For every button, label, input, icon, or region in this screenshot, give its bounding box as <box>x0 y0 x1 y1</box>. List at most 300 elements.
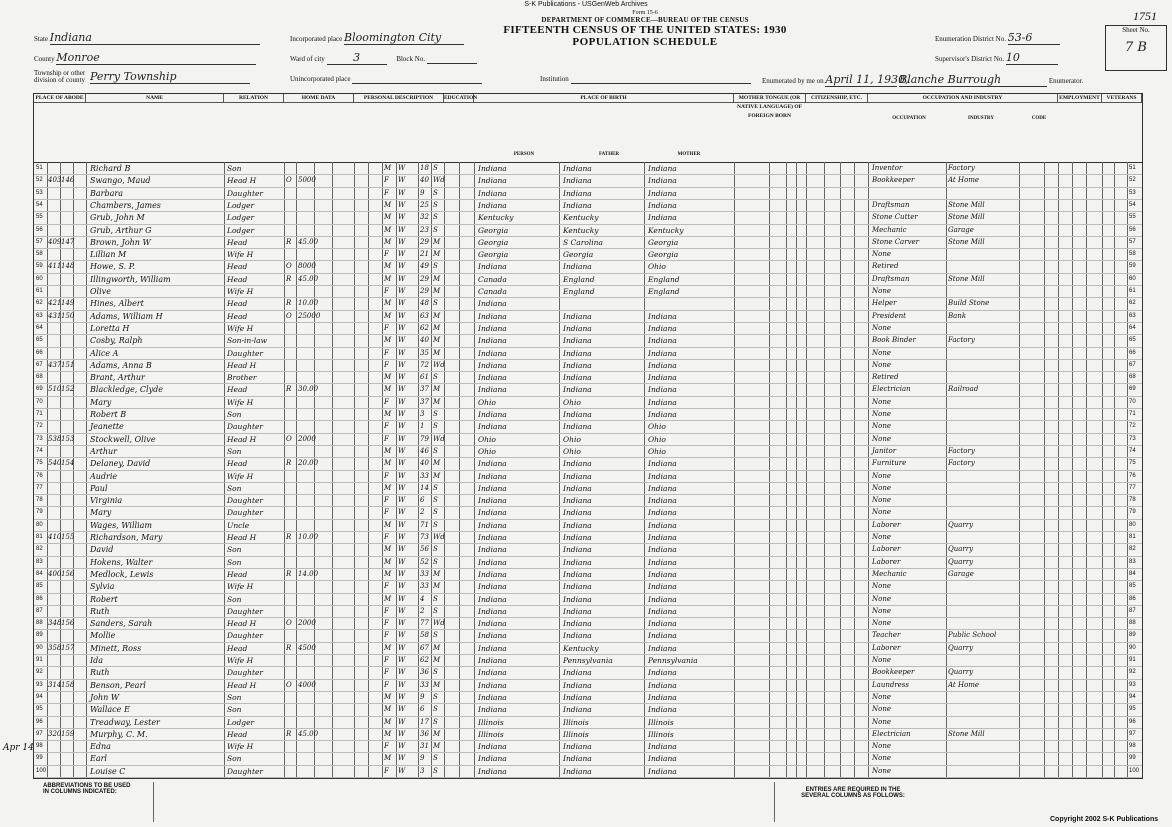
relation: Head H <box>227 619 257 629</box>
race: W <box>398 680 406 689</box>
home-tenure: R <box>286 729 292 738</box>
race: W <box>398 434 406 443</box>
line-number-right: 91 <box>1129 657 1136 663</box>
birthplace-mother: Indiana <box>648 631 677 641</box>
relation: Head <box>227 299 248 309</box>
sex: F <box>384 619 389 628</box>
home-value: 2000 <box>298 619 316 628</box>
line-number: 75 <box>36 460 43 467</box>
person-name: Mary <box>90 397 112 407</box>
relation: Head <box>227 569 248 579</box>
sex: F <box>384 188 389 197</box>
ward-field <box>290 51 477 65</box>
industry: Garage <box>948 225 974 234</box>
line-number: 98 <box>36 743 43 750</box>
relation: Wife H <box>227 582 254 592</box>
person-name: Ruth <box>90 668 110 678</box>
race: W <box>398 397 406 406</box>
home-value: 45.00 <box>298 274 319 283</box>
birthplace-father: Indiana <box>563 188 592 198</box>
line-number-right: 62 <box>1129 300 1136 307</box>
line-number: 67 <box>36 361 43 368</box>
birthplace-father: Indiana <box>563 496 592 506</box>
line-number-right: 86 <box>1129 595 1136 602</box>
enumerated-field <box>762 73 1083 87</box>
relation: Son <box>227 754 242 764</box>
race: W <box>398 176 406 185</box>
line-number-right: 75 <box>1129 460 1136 467</box>
marital-status: S <box>433 606 438 615</box>
marital-status: M <box>433 569 441 578</box>
race: W <box>398 631 406 640</box>
sex: M <box>384 520 392 529</box>
birthplace-mother: Indiana <box>648 200 677 210</box>
birthplace-father: Indiana <box>563 692 592 702</box>
birthplace-person: Ohio <box>478 434 496 444</box>
line-number: 65 <box>36 337 43 344</box>
home-value: 5000 <box>298 176 316 185</box>
age: 4 <box>420 594 425 603</box>
birthplace-person: Indiana <box>478 336 507 346</box>
age: 18 <box>420 164 429 172</box>
sex: M <box>384 754 392 763</box>
relation: Son <box>227 557 242 567</box>
sex: M <box>384 237 392 246</box>
person-name: Murphy, C. M. <box>90 729 148 739</box>
person-name: Lillian M <box>90 250 127 260</box>
marital-status: S <box>433 373 438 382</box>
line-number: 56 <box>36 226 43 233</box>
marital-status: S <box>433 520 438 529</box>
person-name: Sylvia <box>90 582 115 592</box>
line-number: 60 <box>36 275 43 282</box>
relation: Son <box>227 545 242 555</box>
dwelling-number: 540 <box>48 459 62 468</box>
home-value: 25000 <box>298 311 321 320</box>
occupation: None <box>872 471 891 480</box>
relation: Head <box>227 311 248 321</box>
sex: M <box>384 729 392 738</box>
birthplace-mother: Illinois <box>648 729 674 739</box>
birthplace-person: Georgia <box>478 237 509 247</box>
person-name: Minett, Ross <box>90 643 142 653</box>
race: W <box>398 508 406 517</box>
birthplace-person: Indiana <box>478 262 507 272</box>
occupation: None <box>872 705 891 714</box>
sex: M <box>384 557 392 566</box>
birthplace-mother: Indiana <box>648 496 677 506</box>
birthplace-mother: Indiana <box>648 557 677 567</box>
race: W <box>398 250 406 259</box>
line-number: 63 <box>36 312 43 319</box>
line-number-right: 99 <box>1129 755 1136 762</box>
birthplace-mother: Indiana <box>648 705 677 715</box>
marital-status: S <box>433 594 438 603</box>
relation: Brother <box>227 373 257 383</box>
occupation: Inventor <box>872 164 903 172</box>
occupation: None <box>872 508 891 517</box>
dwelling-number: 358 <box>48 643 62 652</box>
occupation: None <box>872 483 891 492</box>
entries-heading: ENTRIES ARE REQUIRED IN THE SEVERAL COLUMNS AS FOLLOWS: <box>801 787 905 799</box>
home-tenure: R <box>286 274 292 283</box>
occupation: None <box>872 397 891 406</box>
relation: Lodger <box>227 213 255 223</box>
age: 1 <box>420 422 425 431</box>
race: W <box>398 766 406 775</box>
birthplace-father: Kentucky <box>563 643 599 653</box>
race: W <box>398 373 406 382</box>
birthplace-father: Indiana <box>563 705 592 715</box>
relation: Daughter <box>227 668 263 678</box>
sex: F <box>384 668 389 677</box>
industry: Stone Mill <box>948 274 985 283</box>
relation: Lodger <box>227 717 255 727</box>
unincorporated-label: Unincorporated place <box>290 75 351 83</box>
birthplace-person: Indiana <box>478 533 507 542</box>
age: 56 <box>420 545 429 554</box>
birthplace-father: Indiana <box>563 606 592 616</box>
line-number-right: 57 <box>1129 238 1136 245</box>
marital-status: Wd <box>433 619 445 628</box>
occupation: None <box>872 766 891 775</box>
occupation: Electrician <box>872 385 911 394</box>
industry: Quarry <box>948 520 974 529</box>
industry: Quarry <box>948 557 974 566</box>
occupation: Stone Cutter <box>872 213 918 222</box>
line-number: 71 <box>36 411 43 417</box>
sex: M <box>384 545 392 554</box>
occupation-subheader: INDUSTRY <box>968 116 994 121</box>
industry: Stone Mill <box>948 237 985 246</box>
line-number-right: 87 <box>1129 607 1136 614</box>
birthplace-person: Indiana <box>478 582 507 592</box>
birthplace-person: Indiana <box>478 668 507 678</box>
line-number: 92 <box>36 669 43 676</box>
birthplace-person: Indiana <box>478 164 507 173</box>
marital-status: S <box>433 545 438 554</box>
marital-status: S <box>433 496 438 505</box>
person-name: Hokens, Walter <box>90 557 153 567</box>
relation: Head H <box>227 434 257 444</box>
birthplace-father: Indiana <box>563 336 592 346</box>
line-number: 79 <box>36 509 43 516</box>
race: W <box>398 692 406 701</box>
person-name: Edna <box>90 742 111 752</box>
birthplace-mother: Indiana <box>648 619 677 629</box>
line-number-right: 88 <box>1129 620 1136 627</box>
sex: F <box>384 348 389 357</box>
age: 77 <box>420 619 429 628</box>
race: W <box>398 606 406 615</box>
age: 33 <box>420 680 429 689</box>
birthplace-mother: Pennsylvania <box>648 656 698 665</box>
occupation: Helper <box>872 299 897 308</box>
industry: Stone Mill <box>948 200 985 209</box>
family-number: 159 <box>61 729 75 738</box>
age: 58 <box>420 631 429 640</box>
line-number-right: 66 <box>1129 349 1136 356</box>
family-number: 149 <box>61 299 75 308</box>
race: W <box>398 323 406 332</box>
dwelling-number: 314 <box>48 680 62 689</box>
line-number-right: 84 <box>1129 570 1136 577</box>
group-header: OCCUPATION AND INDUSTRY <box>868 94 1058 103</box>
age: 29 <box>420 287 429 295</box>
home-value: 2000 <box>298 434 316 443</box>
relation: Daughter <box>227 508 263 518</box>
birthplace-mother: Indiana <box>648 164 677 173</box>
relation: Head <box>227 237 248 247</box>
person-name: Wallace E <box>90 705 130 715</box>
birthplace-mother: England <box>648 287 680 296</box>
birthplace-father: Ohio <box>563 434 581 444</box>
sex: M <box>384 262 392 271</box>
race: W <box>398 385 406 394</box>
line-number-right: 63 <box>1129 312 1136 319</box>
race: W <box>398 311 406 320</box>
birthplace-person: Indiana <box>478 483 507 493</box>
person-name: Robert <box>90 594 118 604</box>
schedule-title: POPULATION SCHEDULE <box>572 36 718 48</box>
family-number: 148 <box>61 262 75 271</box>
home-tenure: R <box>286 533 292 541</box>
birthplace-father: Indiana <box>563 385 592 395</box>
line-number: 80 <box>36 521 43 528</box>
sex: M <box>384 299 392 308</box>
marital-status: S <box>433 717 438 726</box>
sex: F <box>384 434 389 443</box>
occupation: Retired <box>872 262 899 271</box>
marital-status: M <box>433 680 441 689</box>
relation: Son <box>227 594 242 604</box>
dwelling-number: 348 <box>48 619 62 628</box>
birthplace-person: Indiana <box>478 606 507 616</box>
line-number: 73 <box>36 435 43 442</box>
person-name: Illingworth, William <box>90 274 171 284</box>
occupation: Janitor <box>872 446 897 455</box>
relation: Son <box>227 692 242 702</box>
person-name: Jeanette <box>90 422 124 432</box>
enumerator-label: Enumerator. <box>1048 77 1084 85</box>
marital-status: M <box>433 287 441 295</box>
race: W <box>398 287 406 295</box>
line-number-right: 60 <box>1129 275 1136 282</box>
occupation: Electrician <box>872 729 911 738</box>
line-number-right: 70 <box>1129 398 1136 405</box>
birthplace-father: Indiana <box>563 594 592 604</box>
person-name: Benson, Pearl <box>90 680 146 690</box>
occupation: Mechanic <box>872 225 907 234</box>
line-number-right: 65 <box>1129 337 1136 344</box>
birthplace-person: Indiana <box>478 299 507 309</box>
birthplace-father: Indiana <box>563 262 592 272</box>
industry: Garage <box>948 569 974 578</box>
occupation: None <box>872 656 891 664</box>
relation: Daughter <box>227 348 263 358</box>
birthplace-mother: Indiana <box>648 373 677 383</box>
line-number: 82 <box>36 546 43 553</box>
age: 79 <box>420 434 429 443</box>
age: 33 <box>420 582 429 591</box>
line-number: 96 <box>36 718 43 725</box>
line-number: 70 <box>36 398 43 405</box>
birthplace-mother: Indiana <box>648 397 677 407</box>
relation: Lodger <box>227 225 255 235</box>
person-name: Olive <box>90 287 111 296</box>
birthplace-person: Indiana <box>478 360 507 370</box>
industry: At Home <box>948 176 980 185</box>
line-number: 89 <box>36 632 43 639</box>
township-label: Township or other division of county <box>34 69 86 84</box>
person-name: Sanders, Sarah <box>90 619 153 629</box>
occupation: President <box>872 311 906 320</box>
sex: M <box>384 717 392 726</box>
industry: Railroad <box>948 385 979 394</box>
marital-status: S <box>433 631 438 640</box>
sex: F <box>384 742 389 751</box>
birthplace-father: Indiana <box>563 582 592 592</box>
relation: Wife H <box>227 656 254 665</box>
relation: Daughter <box>227 496 263 506</box>
age: 62 <box>420 323 429 332</box>
dwelling-number: 411 <box>48 262 62 271</box>
supervisor-field <box>935 51 1058 65</box>
birthplace-mother: Indiana <box>648 348 677 358</box>
marital-status: S <box>433 692 438 701</box>
group-header: VETERANS <box>1102 94 1142 103</box>
line-number: 69 <box>36 386 43 393</box>
line-number-right: 61 <box>1129 288 1136 294</box>
birthplace-person: Indiana <box>478 742 507 752</box>
person-name: Swango, Maud <box>90 176 151 186</box>
sex: M <box>384 213 392 222</box>
industry: Stone Mill <box>948 729 985 738</box>
sex: F <box>384 287 389 295</box>
line-number: 55 <box>36 214 43 221</box>
race: W <box>398 188 406 197</box>
sex: F <box>384 508 389 517</box>
birthplace-person: Indiana <box>478 766 507 776</box>
abbreviations-heading: ABBREVIATIONS TO BE USED IN COLUMNS INDICATED: <box>43 783 131 795</box>
line-number: 62 <box>36 300 43 307</box>
person-name: Hines, Albert <box>90 299 144 309</box>
relation: Wife H <box>227 471 254 481</box>
age: 21 <box>420 250 429 259</box>
home-tenure: O <box>286 434 292 443</box>
line-number-right: 72 <box>1129 423 1136 430</box>
birthplace-mother: Indiana <box>648 323 677 333</box>
sex: M <box>384 410 392 418</box>
birthplace-person: Indiana <box>478 311 507 321</box>
relation: Daughter <box>227 422 263 432</box>
home-value: 8000 <box>298 262 316 271</box>
relation: Son <box>227 705 242 715</box>
county-value: Monroe <box>56 51 256 65</box>
sex: M <box>384 692 392 701</box>
home-tenure: R <box>286 385 292 394</box>
relation: Wife H <box>227 287 254 296</box>
industry: Quarry <box>948 545 974 554</box>
occupation: None <box>872 742 891 751</box>
birthplace-person: Indiana <box>478 385 507 395</box>
family-number: 150 <box>61 311 75 320</box>
person-name: Brown, John W <box>90 237 151 247</box>
race: W <box>398 496 406 505</box>
birthplace-mother: Indiana <box>648 176 677 186</box>
birthplace-mother: Indiana <box>648 410 677 419</box>
marital-status: M <box>433 656 441 664</box>
birthplace-person: Indiana <box>478 471 507 481</box>
occupation: Laborer <box>872 557 901 566</box>
birthplace-father: S Carolina <box>563 237 603 247</box>
relation: Wife H <box>227 323 254 333</box>
birthplace-mother: Ohio <box>648 262 666 272</box>
birthplace-person: Illinois <box>478 729 504 739</box>
birthplace-person: Indiana <box>478 422 507 432</box>
birthplace-person: Indiana <box>478 692 507 702</box>
birthplace-father: Indiana <box>563 311 592 321</box>
birthplace-person: Indiana <box>478 631 507 641</box>
age: 31 <box>420 742 429 751</box>
sex: F <box>384 631 389 640</box>
relation: Head <box>227 729 248 739</box>
line-number: 74 <box>36 447 43 454</box>
occupation: Bookkeeper <box>872 668 915 677</box>
industry: Factory <box>948 459 975 468</box>
marital-status: S <box>433 483 438 492</box>
race: W <box>398 656 406 664</box>
age: 62 <box>420 656 429 664</box>
corner-number: 1751 <box>1133 9 1157 23</box>
age: 63 <box>420 311 429 320</box>
instructions-footer <box>33 779 1141 825</box>
age: 17 <box>420 717 429 726</box>
line-number-right: 95 <box>1129 706 1136 713</box>
group-header: NAME <box>86 94 224 103</box>
birthplace-mother: Indiana <box>648 360 677 370</box>
line-number-right: 82 <box>1129 546 1136 553</box>
sex: M <box>384 373 392 382</box>
family-number: 155 <box>61 533 75 541</box>
birthplace-person: Indiana <box>478 754 507 764</box>
line-number-right: 83 <box>1129 558 1136 565</box>
sheet-number-value: 7 B <box>1125 40 1147 55</box>
age: 29 <box>420 237 429 246</box>
birthplace-father: Indiana <box>563 533 592 542</box>
marital-status: Wd <box>433 434 445 443</box>
home-value: 30.00 <box>298 385 319 394</box>
person-name: Wages, William <box>90 520 153 530</box>
relation: Daughter <box>227 631 263 641</box>
birthplace-mother: Indiana <box>648 188 677 198</box>
line-number: 86 <box>36 595 43 602</box>
birthplace-father: Indiana <box>563 631 592 641</box>
institution-value <box>571 75 751 84</box>
birthplace-father: Indiana <box>563 754 592 764</box>
marital-status: S <box>433 766 438 775</box>
family-number: 156 <box>61 619 75 628</box>
line-number-right: 68 <box>1129 374 1136 381</box>
birthplace-person: Indiana <box>478 520 507 530</box>
race: W <box>398 410 406 418</box>
birthplace-person: Indiana <box>478 705 507 715</box>
sex: F <box>384 176 389 185</box>
enumerator-name: Blanche Burrough <box>899 73 1047 87</box>
birthplace-person: Indiana <box>478 188 507 198</box>
group-header: PERSONAL DESCRIPTION <box>354 94 444 103</box>
family-number: 154 <box>61 459 75 468</box>
